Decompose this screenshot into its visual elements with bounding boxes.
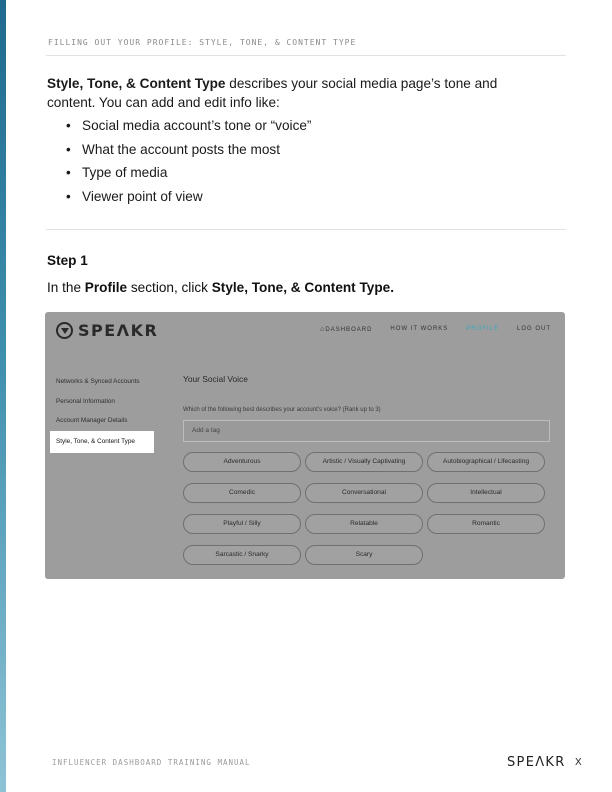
- tag-button[interactable]: Scary: [305, 545, 423, 565]
- list-item: • Type of media: [66, 163, 311, 187]
- add-tag-input[interactable]: Add a tag: [183, 420, 550, 442]
- tag-button[interactable]: Intellectual: [427, 483, 545, 503]
- profile-sidebar: [50, 372, 154, 453]
- list-item: • What the account posts the most: [66, 140, 311, 164]
- nav-log-out[interactable]: LOG OUT: [516, 326, 551, 332]
- list-item: • Viewer point of view: [66, 187, 311, 211]
- tag-button[interactable]: Playful / Silly: [183, 514, 301, 534]
- footer-manual-title: INFLUENCER DASHBOARD TRAINING MANUAL: [52, 758, 251, 767]
- header-divider: [46, 55, 566, 56]
- section-title: Your Social Voice: [183, 374, 248, 384]
- tag-button[interactable]: Romantic: [427, 514, 545, 534]
- sidebar-item-style-tone[interactable]: Style, Tone, & Content Type: [50, 431, 154, 453]
- feature-list: [66, 116, 311, 211]
- top-nav: [320, 326, 551, 333]
- tag-button[interactable]: Artistic / Visually Captivating: [305, 452, 423, 472]
- running-head: FILLING OUT YOUR PROFILE: STYLE, TONE, & CONTENT TYPE: [48, 38, 357, 47]
- voice-question: Which of the following best describes your account’s voice? (Rank up to 3): [183, 407, 381, 413]
- tag-button[interactable]: Comedic: [183, 483, 301, 503]
- step-instruction: [47, 280, 394, 295]
- speakr-logo-icon: [56, 322, 73, 339]
- footer-logo: SPEΛKR: [507, 755, 566, 770]
- app-screenshot: [45, 312, 565, 579]
- voice-tag-grid: [183, 452, 553, 565]
- sidebar-item-account-manager[interactable]: Account Manager Details: [56, 417, 128, 424]
- logo-text: SPEΛKR: [78, 320, 159, 340]
- sidebar-item-personal-info[interactable]: Personal Information: [56, 397, 115, 405]
- tag-button[interactable]: Conversational: [305, 483, 423, 503]
- page-number: X: [575, 757, 582, 768]
- intro-lead-bold: Style, Tone, & Content Type: [47, 76, 226, 91]
- nav-profile[interactable]: PROFILE: [466, 326, 499, 332]
- nav-dashboard[interactable]: ⌂ DASHBOARD: [320, 326, 372, 333]
- side-accent-bar: [0, 0, 6, 792]
- tag-button[interactable]: Sarcastic / Snarky: [183, 545, 301, 565]
- sidebar-item-networks[interactable]: Networks & Synced Accounts: [56, 378, 140, 385]
- nav-how-it-works[interactable]: HOW IT WORKS: [390, 326, 449, 332]
- step-title: Step 1: [47, 253, 88, 268]
- tag-button[interactable]: Autobiographical / Lifecasting: [427, 452, 545, 472]
- tag-button[interactable]: Relatable: [305, 514, 423, 534]
- step-target-bold: Style, Tone, & Content Type.: [211, 280, 394, 295]
- section-divider: [46, 229, 566, 230]
- list-item: • Social media account’s tone or “voice”: [66, 116, 311, 140]
- speakr-logo: [56, 320, 158, 340]
- tag-button[interactable]: Adventurous: [183, 452, 301, 472]
- intro-lead-rest: describes your social media page’s tone and content. You can add and edit info like:: [47, 76, 498, 110]
- step-profile-bold: Profile: [84, 280, 128, 295]
- step-text-part: In the: [47, 280, 85, 295]
- intro-paragraph: [47, 74, 547, 112]
- step-text-part: section, click: [127, 280, 212, 295]
